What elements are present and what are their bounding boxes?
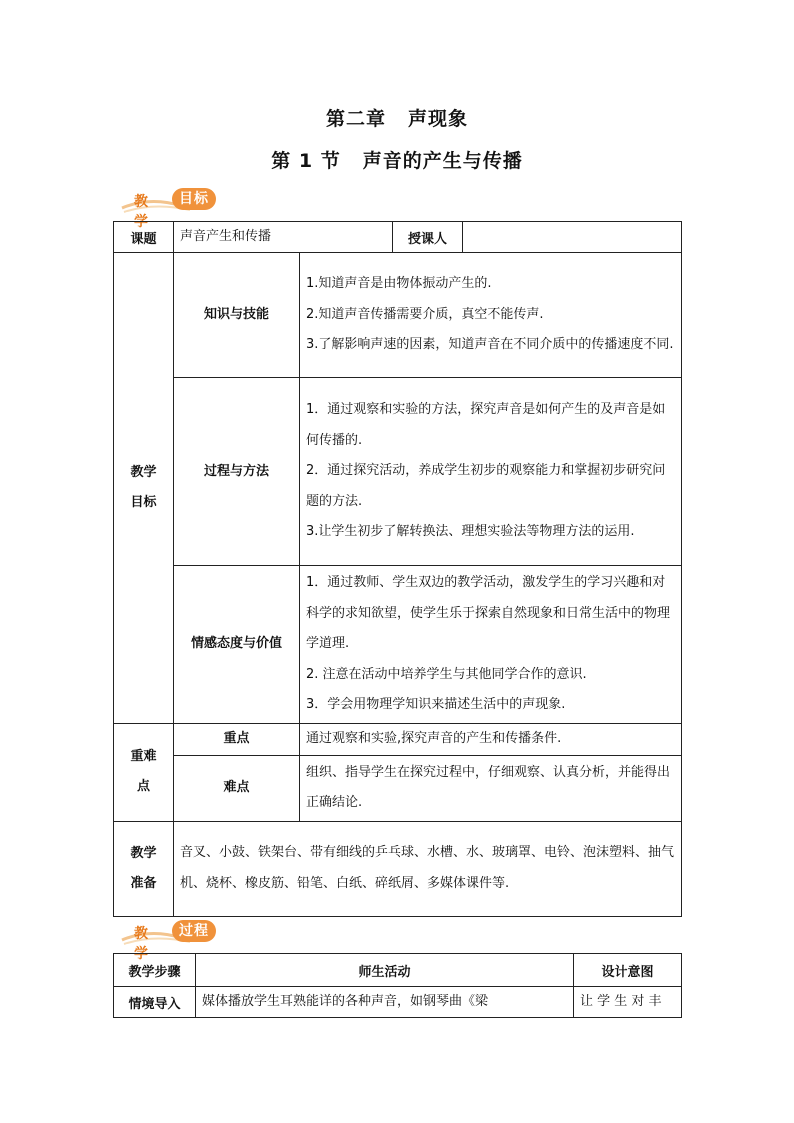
section-title (0, 146, 794, 173)
chapter-name: 声现象 (408, 108, 469, 130)
goals-badge-left: 教学 (134, 194, 149, 230)
teacher-label: 授课人 (393, 222, 463, 253)
prep-row (114, 821, 682, 916)
section-name: 声音的产生与传播 (362, 150, 523, 172)
process-label: 过程与方法 (174, 378, 300, 566)
process-table (113, 953, 682, 1018)
knowledge-item: 1.知道声音是由物体振动产生的. (306, 276, 492, 292)
step-cell: 情境导入 (114, 987, 196, 1018)
process-badge-right: 过程 (172, 920, 216, 942)
emotion-content (300, 566, 682, 724)
difficult-value: 组织、指导学生在探究过程中，仔细观察、认真分析，并能得出正确结论. (300, 755, 682, 821)
knowledge-item: 2.知道声音传播需要介质，真空不能传声. (306, 306, 544, 322)
emotion-label: 情感态度与价值 (174, 566, 300, 724)
key-label: 重点 (174, 723, 300, 755)
process-row (114, 378, 682, 566)
difficult-row (114, 755, 682, 821)
teacher-value (463, 222, 682, 253)
prep-label: 教学准备 (114, 821, 174, 916)
emotion-row (114, 566, 682, 724)
col-intent-header: 设计意图 (574, 954, 682, 987)
process-content (300, 378, 682, 566)
topic-value: 声音产生和传播 (174, 222, 393, 253)
process-header-row (114, 954, 682, 987)
difficult-label: 难点 (174, 755, 300, 821)
chapter-number: 第二章 (325, 108, 386, 130)
topic-label: 课题 (114, 222, 174, 253)
key-row (114, 723, 682, 755)
knowledge-row (114, 253, 682, 378)
section-number: 第 1 节 (271, 150, 341, 172)
goals-badge-right: 目标 (172, 188, 216, 210)
emotion-item: 3．学会用物理学知识来描述生活中的声现象. (306, 697, 566, 712)
knowledge-item: 3.了解影响声速的因素，知道声音在不同介质中的传播速度不同. (306, 337, 674, 353)
process-item: 1．通过观察和实验的方法，探究声音是如何产生的及声音是如何传播的. (306, 402, 666, 448)
process-item: 3.让学生初步了解转换法、理想实验法等物理方法的运用. (306, 524, 635, 540)
chapter-title (0, 104, 794, 131)
process-item: 2．通过探究活动，养成学生初步的观察能力和掌握初步研究问题的方法. (306, 463, 666, 509)
goals-label: 教学目标 (114, 253, 174, 724)
emotion-item: 2. 注意在活动中培养学生与其他同学合作的意识. (306, 666, 587, 682)
key-value: 通过观察和实验,探究声音的产生和传播条件. (300, 723, 682, 755)
emotion-item: 1．通过教师、学生双边的教学活动，激发学生的学习兴趣和对科学的求知欲望，使学生乐于探索自然现象和日常生活中的物理学道理. (306, 575, 671, 651)
keypoints-label: 重难点 (114, 723, 174, 821)
process-badge-left: 教学 (134, 926, 149, 962)
goals-table (113, 221, 682, 917)
col-step-header: 教学步骤 (114, 954, 196, 987)
topic-row (114, 222, 682, 253)
prep-value: 音叉、小鼓、铁架台、带有细线的乒乓球、水槽、水、玻璃罩、电铃、泡沫塑料、抽气机、烧杯、橡皮筋、铅笔、白纸、碎纸屑、多媒体课件等. (174, 821, 682, 916)
col-activity-header: 师生活动 (196, 954, 574, 987)
knowledge-label: 知识与技能 (174, 253, 300, 378)
table-row (114, 987, 682, 1018)
activity-cell: 媒体播放学生耳熟能详的各种声音，如钢琴曲《梁 (196, 987, 574, 1018)
intent-cell: 让 学 生 对 丰 (574, 987, 682, 1018)
knowledge-content (300, 253, 682, 378)
